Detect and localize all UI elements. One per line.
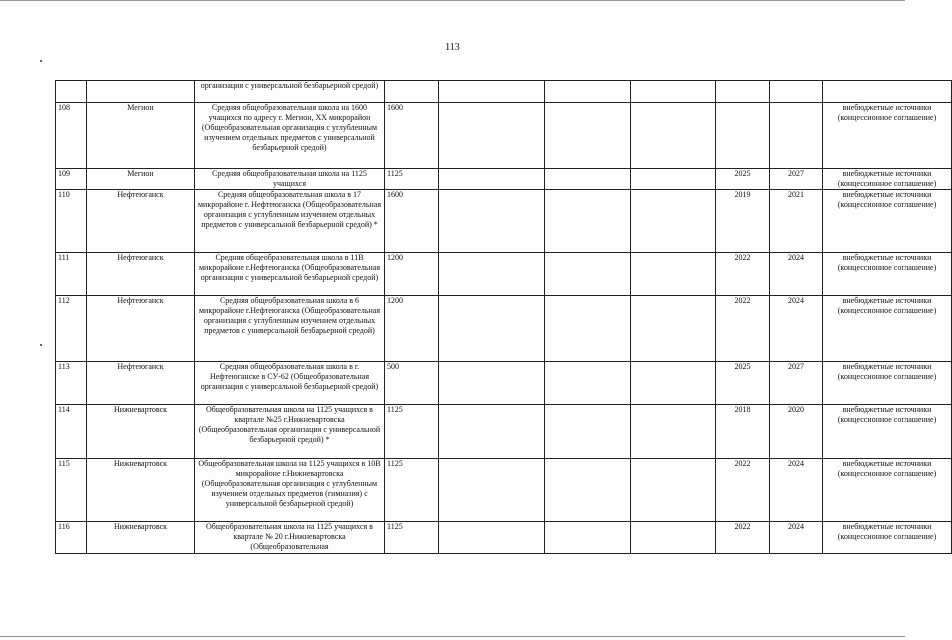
cell-empty xyxy=(545,190,631,253)
cell-num: 116 xyxy=(56,522,87,554)
cell-num: 112 xyxy=(56,296,87,362)
cell-empty xyxy=(439,296,545,362)
cell-city: Нижневартовск xyxy=(87,459,195,522)
scan-edge-bottom xyxy=(0,636,905,637)
table-row xyxy=(56,459,952,522)
cell-empty xyxy=(631,169,716,190)
cell-start-year xyxy=(716,81,770,103)
cell-city: Мегион xyxy=(87,169,195,190)
cell-num: 110 xyxy=(56,190,87,253)
cell-empty xyxy=(545,81,631,103)
cell-empty xyxy=(545,253,631,296)
cell-city: Нижневартовск xyxy=(87,522,195,554)
cell-end-year: 2024 xyxy=(770,459,823,522)
cell-capacity xyxy=(385,81,439,103)
cell-name: Общеобразовательная школа на 1125 учащихся в квартале № 20 г.Нижневартовска (Общеобразовательная xyxy=(195,522,385,554)
cell-empty xyxy=(545,459,631,522)
cell-city: Нефтеюганск xyxy=(87,253,195,296)
cell-num: 111 xyxy=(56,253,87,296)
cell-name: Средняя общеобразовательная школа в 17 микрорайоне г. Нефтеюганска (Общеобразовательная организация с углубленным изучением отдельных предметов с универсальной безбарьерной средой) * xyxy=(195,190,385,253)
cell-name: Средняя общеобразовательная школа на 1125 учащихся xyxy=(195,169,385,190)
cell-capacity: 500 xyxy=(385,362,439,405)
cell-end-year: 2020 xyxy=(770,405,823,459)
cell-source: внебюджетные источники (концессионное соглашение) xyxy=(823,522,952,554)
cell-capacity: 1600 xyxy=(385,190,439,253)
cell-capacity: 1600 xyxy=(385,103,439,169)
cell-start-year: 2025 xyxy=(716,169,770,190)
table-row xyxy=(56,362,952,405)
cell-source: внебюджетные источники (концессионное соглашение) xyxy=(823,405,952,459)
cell-num: 115 xyxy=(56,459,87,522)
cell-num: 109 xyxy=(56,169,87,190)
cell-source: внебюджетные источники (концессионное соглашение) xyxy=(823,362,952,405)
cell-start-year: 2022 xyxy=(716,296,770,362)
cell-city: Нижневартовск xyxy=(87,405,195,459)
cell-city: Нефтеюганск xyxy=(87,190,195,253)
cell-end-year xyxy=(770,81,823,103)
cell-city: Мегион xyxy=(87,103,195,169)
table-row xyxy=(56,522,952,554)
cell-start-year: 2022 xyxy=(716,253,770,296)
cell-capacity: 1125 xyxy=(385,522,439,554)
cell-empty xyxy=(545,522,631,554)
cell-source xyxy=(823,81,952,103)
scan-speck xyxy=(40,344,42,346)
cell-empty xyxy=(631,81,716,103)
cell-empty xyxy=(545,405,631,459)
cell-capacity: 1200 xyxy=(385,253,439,296)
cell-start-year: 2018 xyxy=(716,405,770,459)
scan-edge-top xyxy=(0,0,905,1)
cell-source: внебюджетные источники (концессионное соглашение) xyxy=(823,169,952,190)
cell-empty xyxy=(439,459,545,522)
cell-name: Общеобразовательная школа на 1125 учащихся в 10В микрорайоне г.Нижневартовска (Общеобразовательная организация с углубленным изучением отдельных предметов (гимназия) с универсальной безбарьерной средой) xyxy=(195,459,385,522)
table-row xyxy=(56,190,952,253)
cell-city xyxy=(87,81,195,103)
cell-source: внебюджетные источники (концессионное соглашение) xyxy=(823,253,952,296)
scan-speck xyxy=(40,60,42,62)
cell-name: Средняя общеобразовательная школа на 1600 учащихся по адресу г. Мегион, XX микрорайон (Общеобразовательная организация с углубленным изучением отдельных предметов с универсальной безбарьерной средой) xyxy=(195,103,385,169)
cell-empty xyxy=(439,103,545,169)
cell-num: 108 xyxy=(56,103,87,169)
table-body xyxy=(56,81,952,554)
cell-city: Нефтеюганск xyxy=(87,296,195,362)
cell-empty xyxy=(439,522,545,554)
cell-start-year: 2025 xyxy=(716,362,770,405)
schools-table xyxy=(55,80,952,554)
cell-end-year xyxy=(770,103,823,169)
cell-capacity: 1125 xyxy=(385,169,439,190)
cell-end-year: 2027 xyxy=(770,169,823,190)
cell-capacity: 1200 xyxy=(385,296,439,362)
cell-name: Средняя общеобразовательная школа в 6 микрорайоне г.Нефтеюганска (Общеобразовательная организация с углубленным изучением отдельных предметов с универсальной безбарьерной средой) xyxy=(195,296,385,362)
cell-start-year: 2022 xyxy=(716,522,770,554)
cell-end-year: 2024 xyxy=(770,522,823,554)
cell-start-year: 2019 xyxy=(716,190,770,253)
cell-empty xyxy=(439,405,545,459)
cell-empty xyxy=(631,253,716,296)
cell-end-year: 2027 xyxy=(770,362,823,405)
cell-end-year: 2024 xyxy=(770,296,823,362)
cell-empty xyxy=(545,169,631,190)
cell-name: Средняя общеобразовательная школа в 11В микрорайоне г.Нефтеюганска (Общеобразовательная организация с универсальной безбарьерной средой) xyxy=(195,253,385,296)
cell-empty xyxy=(631,296,716,362)
cell-capacity: 1125 xyxy=(385,405,439,459)
cell-empty xyxy=(631,103,716,169)
cell-num xyxy=(56,81,87,103)
cell-source: внебюджетные источники (концессионное соглашение) xyxy=(823,459,952,522)
cell-num: 114 xyxy=(56,405,87,459)
page-number: 113 xyxy=(445,42,460,53)
cell-name: организация с универсальной безбарьерной средой) xyxy=(195,81,385,103)
cell-empty xyxy=(631,459,716,522)
cell-empty xyxy=(631,522,716,554)
cell-empty xyxy=(545,296,631,362)
cell-start-year: 2022 xyxy=(716,459,770,522)
table-row xyxy=(56,405,952,459)
cell-empty xyxy=(631,405,716,459)
table-row xyxy=(56,296,952,362)
cell-end-year: 2021 xyxy=(770,190,823,253)
cell-empty xyxy=(545,103,631,169)
cell-empty xyxy=(439,190,545,253)
cell-empty xyxy=(439,169,545,190)
cell-empty xyxy=(439,81,545,103)
cell-empty xyxy=(439,253,545,296)
table-row xyxy=(56,103,952,169)
table-row-fragment xyxy=(56,81,952,103)
table-row xyxy=(56,169,952,190)
cell-name: Общеобразовательная школа на 1125 учащихся в квартале №25 г.Нижневартовска (Общеобразовательная организация с универсальной безбарьерной средой) * xyxy=(195,405,385,459)
cell-source: внебюджетные источники (концессионное соглашение) xyxy=(823,296,952,362)
cell-empty xyxy=(439,362,545,405)
cell-num: 113 xyxy=(56,362,87,405)
cell-name: Средняя общеобразовательная школа в г. Нефтеюганске в СУ-62 (Общеобразовательная организация с универсальной безбарьерной средой) xyxy=(195,362,385,405)
table-row xyxy=(56,253,952,296)
cell-empty xyxy=(545,362,631,405)
cell-empty xyxy=(631,362,716,405)
cell-empty xyxy=(631,190,716,253)
cell-capacity: 1125 xyxy=(385,459,439,522)
cell-end-year: 2024 xyxy=(770,253,823,296)
cell-start-year xyxy=(716,103,770,169)
cell-city: Нефтеюганск xyxy=(87,362,195,405)
cell-source: внебюджетные источники (концессионное соглашение) xyxy=(823,103,952,169)
cell-source: внебюджетные источники (концессионное соглашение) xyxy=(823,190,952,253)
